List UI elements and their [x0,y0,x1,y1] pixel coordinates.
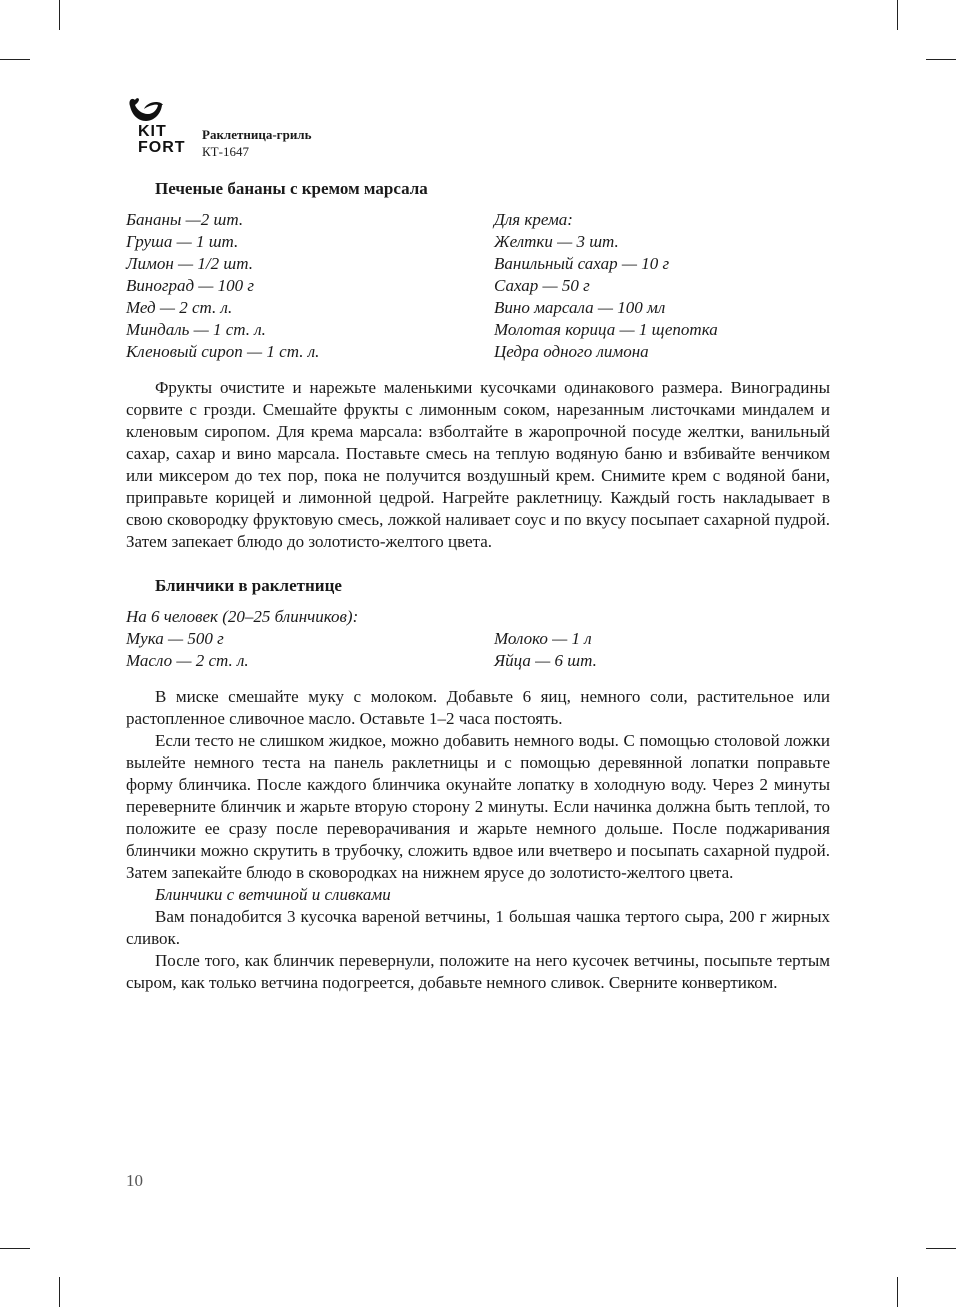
crop-mark [926,1248,956,1249]
variant-title: Блинчики с ветчиной и сливками [155,885,391,904]
ingredient: Сахар — 50 г [494,276,590,295]
ingredient: Ванильный сахар — 10 г [494,254,670,273]
product-info [202,126,311,160]
recipe-paragraph: Фрукты очистите и нарежьте маленькими кусочками одинакового размера. Виноградины сорвите с грозди. Смешайте фрукты с лимонным соком, нарезанным листочками миндалем и кленовым сиропом. Для крема марсала: взболтайте в жаропрочной посуде желтки, ванильный сахар, сахар и вино марсала. Поставьте смесь на теплую водяную баню и взбивайте венчиком или миксером до тех пор, пока не получится воздушный крем. Снимите крем с водяной бани, приправьте корицей и лимонной цедрой. Нагрейте раклетницу. Каждый гость накладывает в свою сковородку фруктовую смесь, ложкой наливает соус и по вкусу посыпает сахарной пудрой. Затем запекает блюдо до золотисто-желтого цвета. [126,378,830,551]
ingredient: Молоко — 1 л [494,629,592,648]
product-title: Раклетница-гриль [202,127,312,142]
crop-mark [59,1277,60,1307]
crop-mark [59,0,60,30]
recipe-paragraph: В миске смешайте муку с молоком. Добавьте 6 яиц, немного соли, растительное или растопленное сливочное масло. Оставьте 1–2 часа постоять. [126,687,830,728]
ingredient: Для крема: [494,210,573,229]
recipe-paragraph: Вам понадобится 3 кусочка вареной ветчины, 1 большая чашка тертого сыра, 200 г жирных сливок. [126,907,830,948]
servings-note: На 6 человек (20–25 блинчиков): [126,607,359,626]
ingredient: Миндаль — 1 ст. л. [126,320,266,339]
ingredients-column-right [494,628,597,672]
recipe-paragraph: Если тесто не слишком жидкое, можно добавить немного воды. С помощью столовой ложки вылейте немного теста на панель раклетницы и с помощью деревянной лопатки поправьте форму блинчика. После каждого блинчика окунайте лопатку в холодную воду. Через 2 минуты переверните блинчик и жарьте вторую сторону 2 минуты. Если начинка должна быть теплой, то положите ее сразу после переворачивания и жарьте немного дольше. После поджаривания блинчики можно скрутить в трубочку, сложить вдвое или вчетверо и посыпать сахарной пудрой. Затем запекайте блюдо в сковородках на нижнем ярусе до золотисто-желтого цвета. [126,731,830,882]
product-model: КТ-1647 [202,144,249,159]
ingredient: Кленовый сироп — 1 ст. л. [126,342,320,361]
ingredient: Лимон — 1/2 шт. [126,254,253,273]
page-content [126,178,830,994]
whale-icon [126,96,166,124]
brand-name-line2: FORT [138,139,186,156]
ingredient: Желтки — 3 шт. [494,232,619,251]
ingredients-column-left [126,628,494,672]
recipe-title: Блинчики в раклетнице [155,576,342,595]
ingredient: Яйца — 6 шт. [494,651,597,670]
brand-logo [126,96,186,158]
recipe-title: Печеные бананы с кремом марсала [155,179,428,198]
ingredient: Мед — 2 ст. л. [126,298,233,317]
ingredients-column-left [126,209,494,363]
page-number: 10 [126,1171,143,1190]
ingredients-column-right [494,209,718,363]
ingredient: Виноград — 100 г [126,276,255,295]
ingredient: Цедра одного лимона [494,342,649,361]
ingredient: Мука — 500 г [126,629,224,648]
crop-mark [0,1248,30,1249]
ingredient: Молотая корица — 1 щепотка [494,320,718,339]
ingredient: Вино марсала — 100 мл [494,298,666,317]
ingredient: Груша — 1 шт. [126,232,239,251]
brand-name-line1: KIT [138,123,167,140]
ingredient: Бананы —2 шт. [126,210,244,229]
crop-mark [0,59,30,60]
ingredients-list [126,628,830,672]
crop-mark [897,0,898,30]
crop-mark [926,59,956,60]
recipe-paragraph: После того, как блинчик перевернули, положите на него кусочек ветчины, посыпьте тертым сыром, как только ветчина подогреется, добавьте немного сливок. Сверните конвертиком. [126,951,830,992]
crop-mark [897,1277,898,1307]
ingredient: Масло — 2 ст. л. [126,651,249,670]
ingredients-list [126,209,830,363]
